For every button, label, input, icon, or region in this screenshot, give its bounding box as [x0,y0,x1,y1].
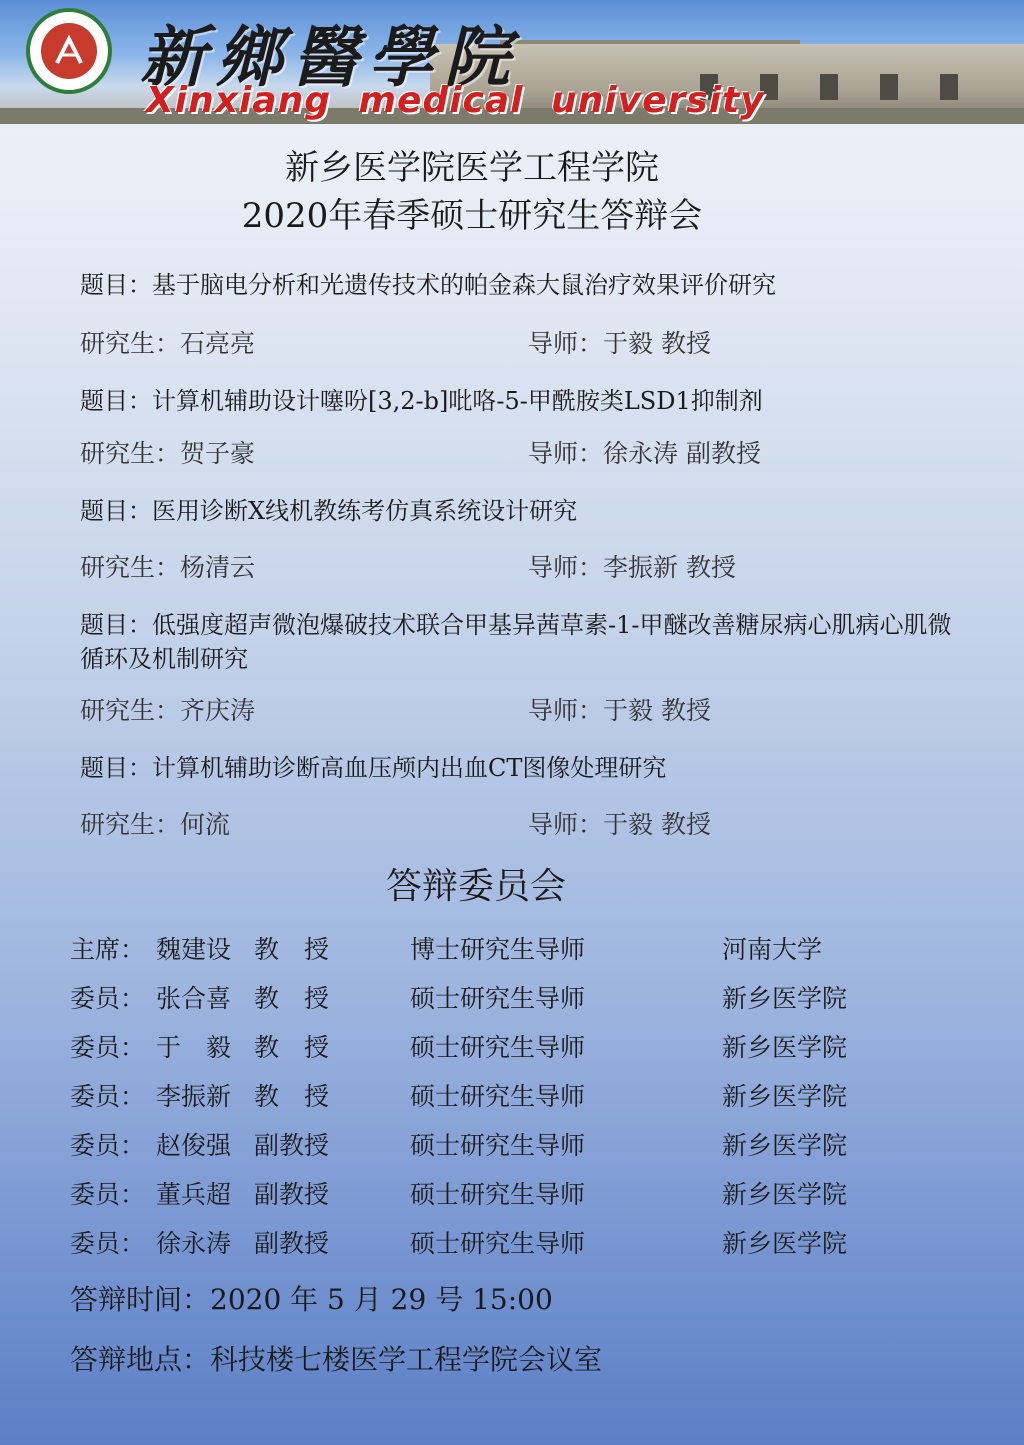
member-institution: 新乡医学院 [722,1033,848,1062]
member-role: 委员： [70,1082,146,1111]
thesis-student: 研究生：何流 [80,810,231,839]
thesis-advisor: 导师：于毅 教授 [528,696,711,725]
member-name: 赵俊强 [156,1131,232,1160]
member-institution: 新乡医学院 [722,984,848,1013]
page-subtitle: 2020年春季硕士研究生答辩会 [241,196,703,236]
member-role: 委员： [70,1229,146,1258]
thesis-student: 研究生：杨清云 [80,553,256,582]
member-name: 魏建设 [156,935,232,964]
university-seal-logo [26,8,112,94]
member-title: 副教授 [254,1180,330,1209]
member-role: 主席： [70,935,146,964]
member-title: 教 授 [254,984,330,1013]
member-supervisor: 硕士研究生导师 [410,984,586,1013]
banner-title-cn: 新鄉醫學院 [140,18,520,96]
thesis-topic: 题目：医用诊断X线机教练考仿真系统设计研究 [80,497,578,525]
member-name: 李振新 [156,1082,232,1111]
member-supervisor: 硕士研究生导师 [410,1082,586,1111]
member-institution: 河南大学 [722,935,823,964]
thesis-advisor: 导师：李振新 教授 [528,553,736,582]
seal-emblem-icon [41,23,97,79]
member-institution: 新乡医学院 [722,1131,848,1160]
member-institution: 新乡医学院 [722,1082,848,1111]
page-title: 新乡医学院医学工程学院 [285,148,659,188]
committee-row [70,1077,970,1117]
committee-row [70,1028,970,1068]
committee-row [70,930,970,970]
thesis-student: 研究生：石亮亮 [80,329,256,358]
thesis-topic: 题目：计算机辅助诊断高血压颅内出血CT图像处理研究 [80,754,667,782]
thesis-topic: 题目：低强度超声微泡爆破技术联合甲基异茜草素-1-甲醚改善糖尿病心肌病心肌微循环及机制研究 [80,611,952,673]
defense-time: 答辩时间：2020 年 5 月 29 号 15:00 [70,1283,553,1316]
member-title: 副教授 [254,1131,330,1160]
thesis-student: 研究生：贺子豪 [80,439,256,468]
banner-title-en: Xinxiang medical university [146,80,765,121]
member-supervisor: 博士研究生导师 [410,935,586,964]
header-banner [0,0,1024,124]
member-title: 教 授 [254,1033,330,1062]
committee-row [70,1126,970,1166]
member-name: 徐永涛 [156,1229,232,1258]
defense-location: 答辩地点：科技楼七楼医学工程学院会议室 [70,1343,603,1376]
member-title: 副教授 [254,1229,330,1258]
committee-title: 答辩委员会 [385,866,566,907]
member-title: 教 授 [254,1082,330,1111]
member-name: 于 毅 [156,1033,232,1062]
member-supervisor: 硕士研究生导师 [410,1180,586,1209]
committee-row [70,979,970,1019]
thesis-advisor: 导师：徐永涛 副教授 [528,439,761,468]
committee-row [70,1224,970,1264]
member-role: 委员： [70,984,146,1013]
member-name: 董兵超 [156,1180,232,1209]
member-title: 教 授 [254,935,330,964]
building-window [880,74,898,100]
member-institution: 新乡医学院 [722,1180,848,1209]
thesis-topic: 题目：基于脑电分析和光遗传技术的帕金森大鼠治疗效果评价研究 [80,271,776,299]
member-supervisor: 硕士研究生导师 [410,1131,586,1160]
member-role: 委员： [70,1180,146,1209]
member-role: 委员： [70,1033,146,1062]
member-institution: 新乡医学院 [722,1229,848,1258]
member-name: 张合喜 [156,984,232,1013]
thesis-advisor: 导师：于毅 教授 [528,329,711,358]
member-supervisor: 硕士研究生导师 [410,1229,586,1258]
thesis-topic: 题目：计算机辅助设计噻吩[3,2-b]吡咯-5-甲酰胺类LSD1抑制剂 [80,387,763,415]
member-role: 委员： [70,1131,146,1160]
building-window [820,74,838,100]
thesis-student: 研究生：齐庆涛 [80,696,256,725]
committee-row [70,1175,970,1215]
member-supervisor: 硕士研究生导师 [410,1033,586,1062]
building-window [940,74,958,100]
thesis-advisor: 导师：于毅 教授 [528,810,711,839]
